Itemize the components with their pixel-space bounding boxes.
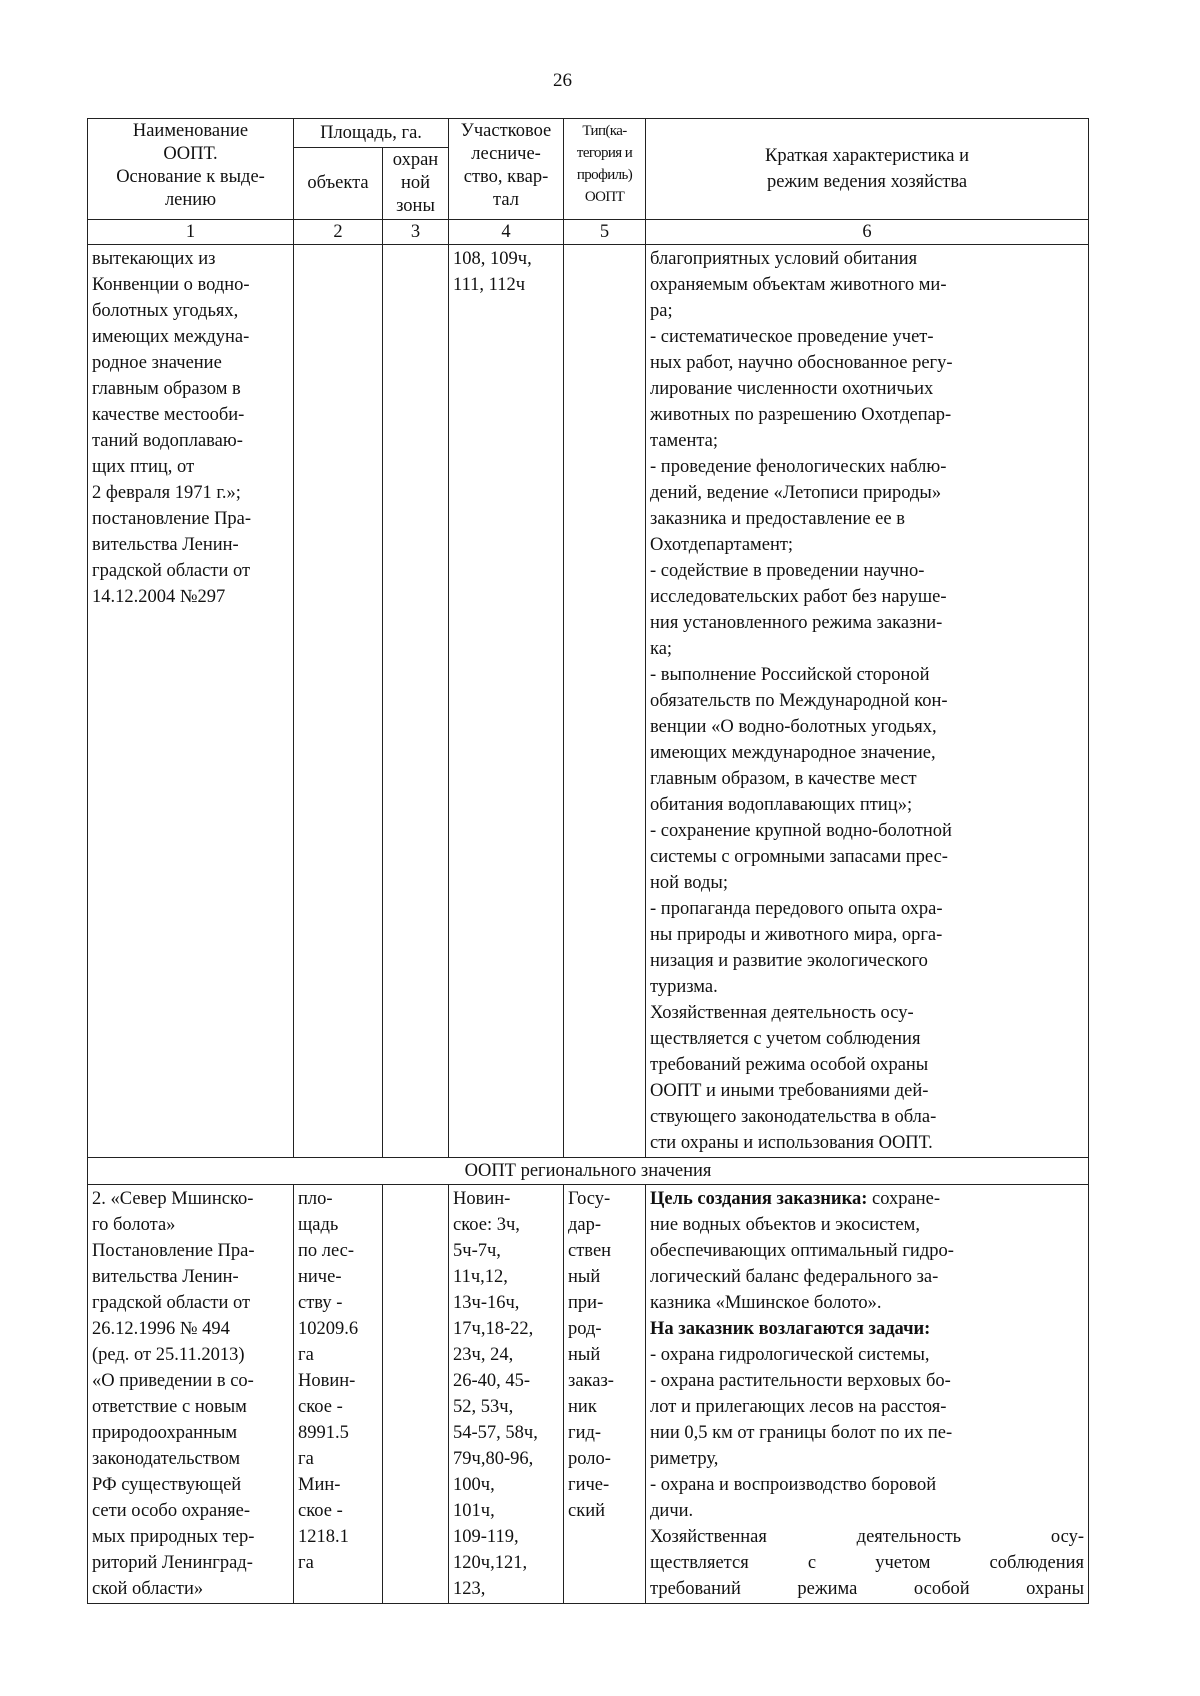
row2-type-cell: Госу- дар- ствен ный при- род- ный заказ- ник гид- роло- гиче- ский <box>564 1185 646 1604</box>
column-number: 1 <box>88 220 294 245</box>
activity-line-2: ществляется с учетом соблюдения <box>650 1553 1085 1573</box>
row2-forestry-cell: Новин- ское: 3ч, 5ч-7ч, 11ч,12, 13ч-16ч, 17ч,18-22, 23ч, 24, 26-40, 45- 52, 53ч, 54-57, 58ч, 79ч,80-96, 100ч, 101ч, 109-119, 120ч,121, 123, <box>449 1185 564 1604</box>
header-row <box>88 119 1089 148</box>
protected-areas-table <box>87 118 1089 1604</box>
goal-label: Цель создания заказника: <box>650 1189 868 1209</box>
table-row <box>88 245 1089 1158</box>
goal-text: сохране- ние водных объектов и экосистем, обеспечивающих оптимальный гидро- логический баланс федерального за- казника «Мшинское болото». <box>650 1189 954 1313</box>
row1-name-cell: вытекающих из Конвенции о водно- болотных угодьях, имеющих междуна- родное значение главным образом в качестве местооби- таний водоплаваю- щих птиц, от 2 февраля 1971 г.»; постановление Пра- вительства Ленин- градской области от 14.12.2004 №297 <box>88 245 294 1158</box>
row2-description-cell <box>646 1185 1089 1604</box>
header-area-group: Площадь, га. <box>294 119 449 148</box>
row2-area-object-cell: пло- щадь по лес- ниче- ству - 10209.6 га Новин- ское - 8991.5 га Мин- ское - 1218.1 га <box>294 1185 383 1604</box>
section-header-row <box>88 1158 1089 1185</box>
header-forestry: Участковое лесниче- ство, квар- тал <box>449 119 564 220</box>
header-name: Наименование ООПТ. Основание к выде- лению <box>88 119 294 220</box>
header-description: Краткая характеристика и режим ведения хозяйства <box>646 119 1089 220</box>
row1-forestry-cell: 108, 109ч, 111, 112ч <box>449 245 564 1158</box>
row1-area-zone-cell <box>383 245 449 1158</box>
header-type: Тип(ка- тегория и профиль) ООПТ <box>564 119 646 220</box>
tasks-text: - охрана гидрологической системы, - охрана растительности верховых бо- лот и прилегающих лесов на расстоя- нии 0,5 км от границы болот по их пе- риметру, - охрана и воспроизводство боровой дичи. <box>650 1345 953 1521</box>
row1-description-cell: благоприятных условий обитания охраняемым объектам животного ми- ра; - систематическое проведение учет- ных работ, научно обоснованное регу- лирование численности охотничьих животных по разрешению Охотдепар- тамента; - проведение фенологических наблю- дений, ведение «Летописи природы» заказника и предоставление ее в Охотдепартамент; - содействие в проведении научно- исследовательских работ без наруше- ния установленного режима заказни- ка; - выполнение Российской стороной обязательств по Международной кон- венции «О водно-болотных угодьях, имеющих международное значение, главным образом, в качестве мест обитания водоплавающих птиц»; - сохранение крупной водно-болотной системы с огромными запасами прес- ной воды; - пропаганда передового опыта охра- ны природы и животного мира, орга- низация и развитие экологического туризма. Хозяйственная деятельность осу- ществляется с учетом соблюдения требований режима особой охраны ООПТ и иными требованиями дей- ствующего законодательства в обла- сти охраны и использования ООПТ. <box>646 245 1089 1158</box>
header-area-zone: охран ной зоны <box>383 148 449 220</box>
column-number: 6 <box>646 220 1089 245</box>
column-number: 3 <box>383 220 449 245</box>
row1-type-cell <box>564 245 646 1158</box>
row2-area-zone-cell <box>383 1185 449 1604</box>
header-area-object: объекта <box>294 148 383 220</box>
column-number: 4 <box>449 220 564 245</box>
column-number: 2 <box>294 220 383 245</box>
activity-line-1: Хозяйственная деятельность осу- <box>650 1527 1085 1547</box>
row1-area-object-cell <box>294 245 383 1158</box>
column-number-row <box>88 220 1089 245</box>
table-row <box>88 1185 1089 1604</box>
column-number: 5 <box>564 220 646 245</box>
row2-name-cell: 2. «Север Мшинско- го болота» Постановление Пра- вительства Ленин- градской области от 26.12.1996 № 494 (ред. от 25.11.2013) «О приведении в со- ответствие с новым природоохранным законодательством РФ существующей сети особо охраняе- мых природных тер- риторий Ленинград- ской области» <box>88 1185 294 1604</box>
activity-line-3: требований режима особой охраны <box>650 1579 1085 1599</box>
page-number: 26 <box>553 70 572 91</box>
tasks-label: На заказник возлагаются задачи: <box>650 1319 931 1339</box>
section-title: ООПТ регионального значения <box>88 1158 1089 1185</box>
